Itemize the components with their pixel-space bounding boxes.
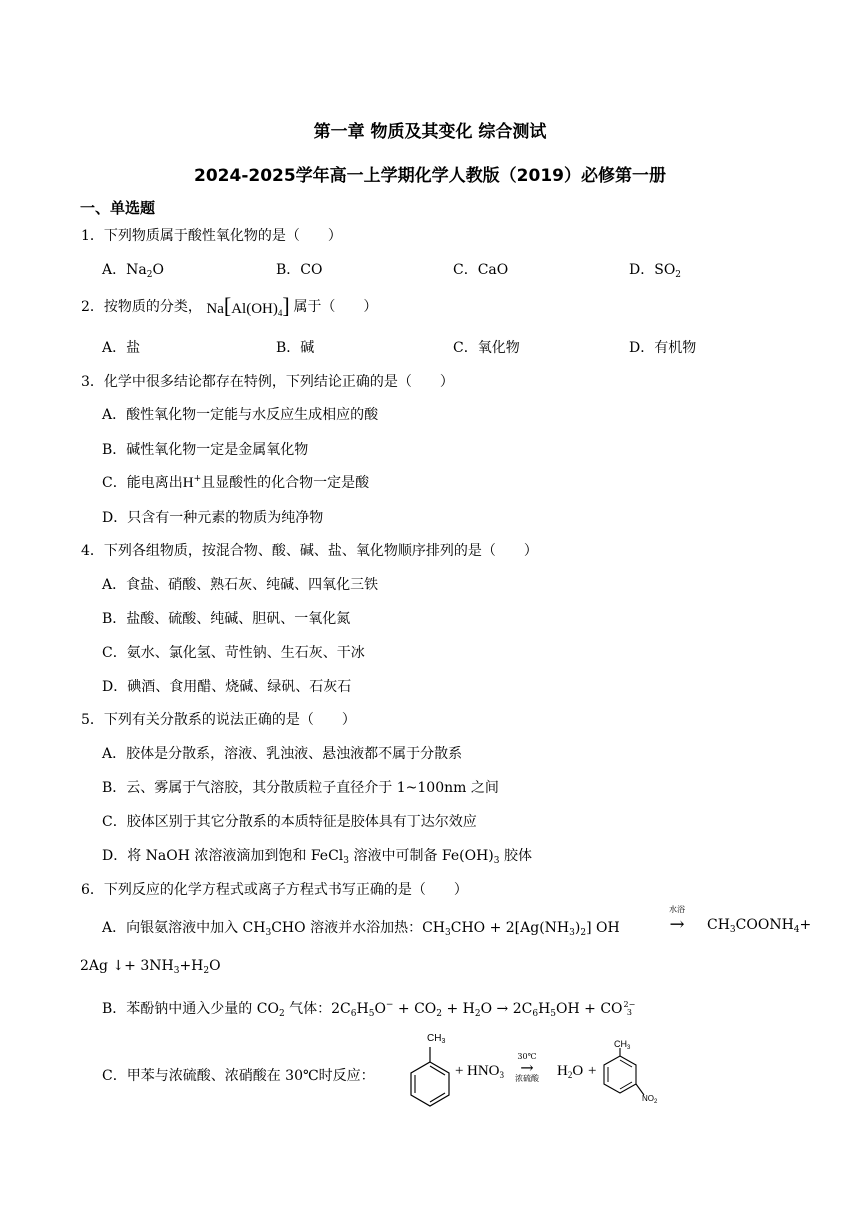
question-5-stem: 5．下列有关分散系的说法正确的是（ ） — [81, 712, 356, 728]
question-1-option-c: C．CaO — [453, 262, 509, 278]
question-3-option-a: A．酸性氧化物一定能与水反应生成相应的酸 — [102, 407, 379, 423]
formula-sodium-aluminate: $Na[Al(OH)_4]$ — [206, 293, 290, 318]
question-1-option-a: A．$Na_2O$ — [102, 262, 164, 280]
question-6-option-c-text: C．甲苯与浓硫酸、浓硝酸在 30℃时反应： — [102, 1068, 375, 1084]
m-nitrotoluene-methyl-label: $CH_3$ — [614, 1039, 631, 1051]
question-1-option-d: D．$SO_2$ — [629, 262, 682, 280]
nitric-acid-formula: $HNO_3$ — [467, 1063, 504, 1080]
section-heading: 一、单选题 — [80, 199, 156, 217]
question-2-option-b: B．碱 — [276, 340, 315, 356]
toluene-methyl-label: $CH_3$ — [427, 1033, 446, 1045]
question-2-stem: 2．按物质的分类， $Na[Al(OH)_4]$ 属于（ ） — [81, 293, 378, 318]
question-5-option-d: D．将 NaOH 浓溶液滴加到饱和 FeCl$_3$ 溶液中可制备 $Fe(OH)_3$ 胶体 — [102, 848, 532, 866]
m-nitrotoluene-structure — [598, 1040, 668, 1110]
reaction-arrow-nitration: 30℃ → 浓硫酸 — [515, 1052, 539, 1083]
question-6-stem: 6．下列反应的化学方程式或离子方程式书写正确的是（ ） — [81, 882, 468, 898]
question-4-option-c: C．氨水、氯化氢、苛性钠、生石灰、干冰 — [102, 645, 365, 661]
question-3-option-d: D．只含有一种元素的物质为纯净物 — [102, 510, 324, 526]
question-5-option-b: B．云、雾属于气溶胶，其分散质粒子直径介于 1~100nm 之间 — [102, 780, 499, 796]
question-2-option-d: D．有机物 — [629, 340, 697, 356]
question-4-stem: 4．下列各组物质，按混合物、酸、碱、盐、氧化物顺序排列的是（ ） — [81, 543, 538, 559]
question-1-stem: 1．下列物质属于酸性氧化物的是（ ） — [81, 228, 342, 244]
question-6-option-a-line2: 2Ag ↓+ $3NH_3+H_2O$ — [80, 958, 221, 976]
question-3-option-c: C．能电离出H+且显酸性的化合物一定是酸 — [102, 474, 370, 491]
water-formula: $H_2O$ — [557, 1063, 584, 1080]
reaction-plus-2: + — [588, 1063, 597, 1079]
reaction-arrow-water-bath: 水浴 → — [669, 905, 685, 935]
question-6-option-a-product: $CH_3COONH_4+$ — [707, 917, 812, 935]
m-nitrotoluene-nitro-label: $NO_2$ — [642, 1094, 658, 1105]
question-5-option-c: C．胶体区别于其它分散系的本质特征是胶体具有丁达尔效应 — [102, 814, 477, 830]
question-2-option-c: C．氧化物 — [453, 340, 520, 356]
page-title: 第一章 物质及其变化 综合测试 — [313, 122, 547, 142]
question-5-option-a: A．胶体是分散系，溶液、乳浊液、悬浊液都不属于分散系 — [102, 746, 463, 762]
reaction-plus-1: + — [455, 1063, 464, 1079]
question-3-stem: 3．化学中很多结论都存在特例，下列结论正确的是（ ） — [81, 374, 454, 390]
question-1-option-b: B．CO — [276, 262, 323, 278]
question-4-option-a: A．食盐、硝酸、熟石灰、纯碱、四氧化三铁 — [102, 577, 379, 593]
question-2-option-a: A．盐 — [102, 340, 141, 356]
question-4-option-d: D．碘酒、食用醋、烧碱、绿矾、石灰石 — [102, 679, 352, 695]
question-6-option-a-line1: A．向银氨溶液中加入 $CH_3CHO$ 溶液并水浴加热：$CH_3CHO + 2[Ag(NH_3)_2]$ OH — [102, 920, 620, 938]
question-3-option-b: B．碱性氧化物一定是金属氧化物 — [102, 442, 309, 458]
question-4-option-b: B．盐酸、硫酸、纯碱、胆矾、一氧化氮 — [102, 611, 351, 627]
page-subtitle: 2024-2025学年高一上学期化学人教版（2019）必修第一册 — [194, 166, 666, 186]
question-6-option-b: B．苯酚钠中通入少量的 $CO_2$ 气体：$2C_6H_5O^- + CO_2 + H_2O \to 2C_6H_5OH$ + CO 2− 3 — [102, 1000, 636, 1019]
